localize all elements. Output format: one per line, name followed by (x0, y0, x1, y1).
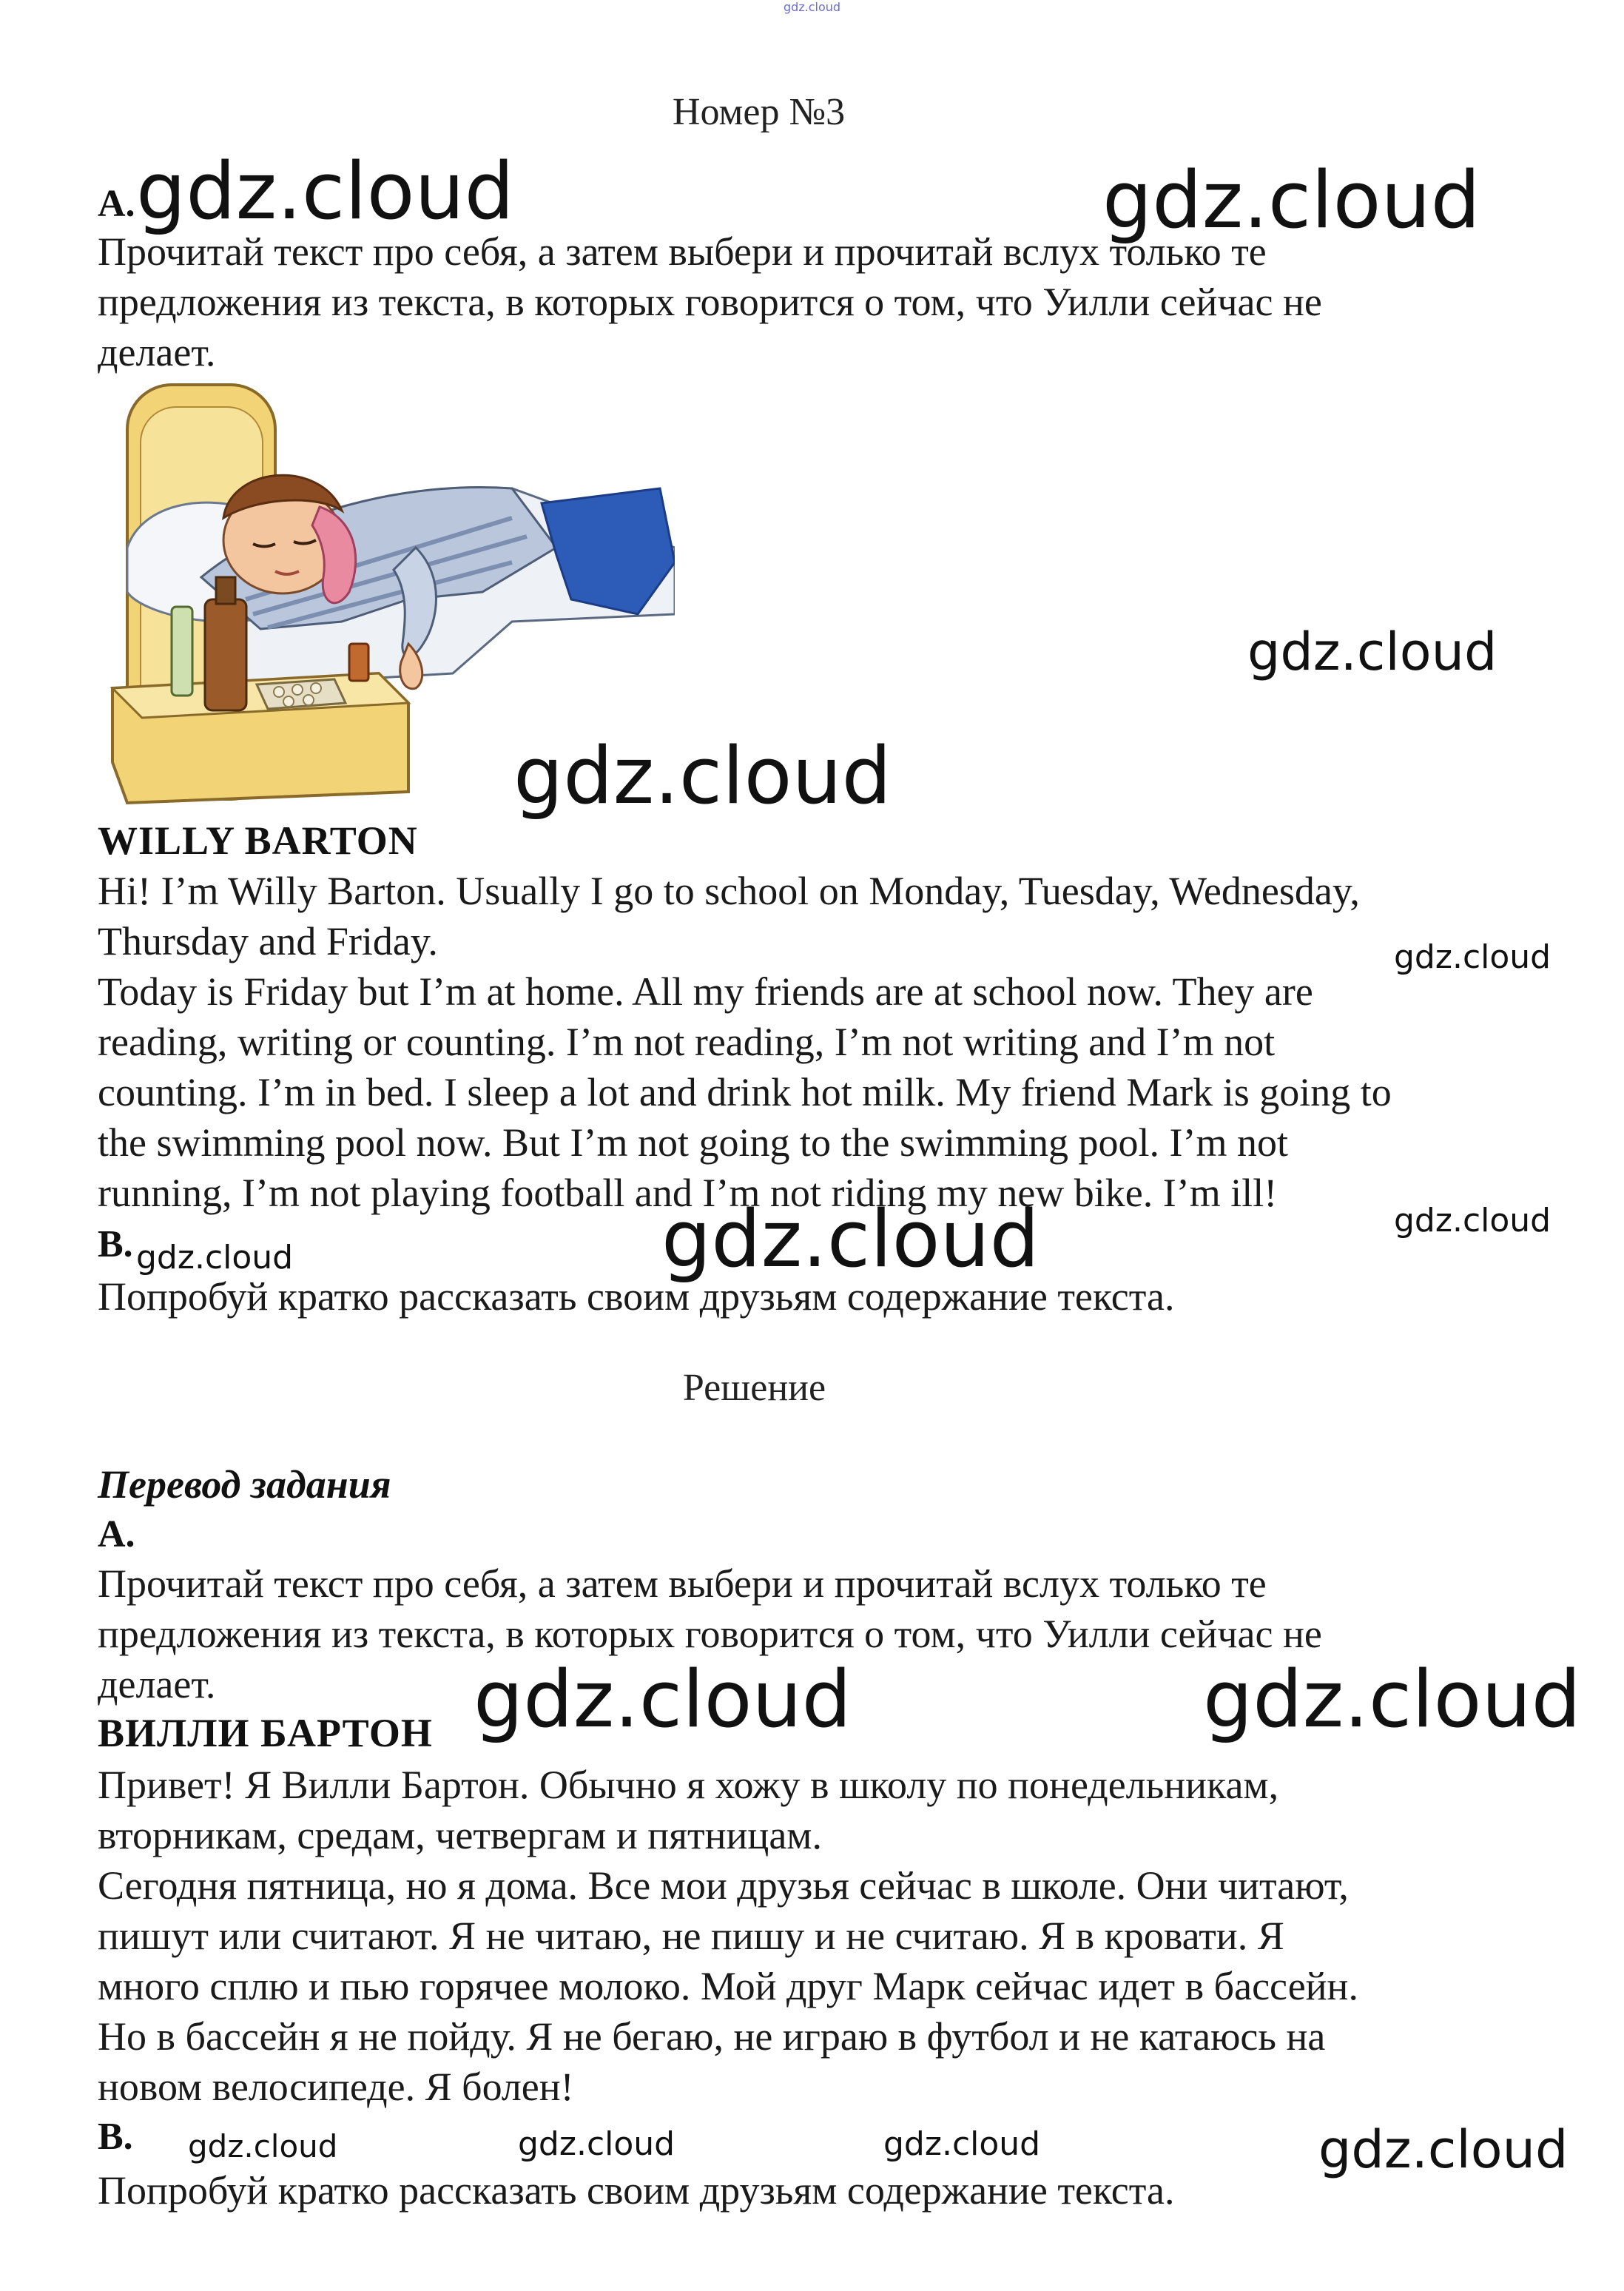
story-line-6: the swimming pool now. But I’m not going to the swimming pool. I’m not (98, 1120, 1288, 1165)
task-a-label: A. (98, 183, 135, 225)
solution-a-line-3: делает. (98, 1662, 216, 1706)
solution-story-line-5: много сплю и пью горячее молоко. Мой друг Марк сейчас идет в бассейн. (98, 1964, 1358, 2008)
watermark: gdz.cloud (883, 2125, 1041, 2163)
watermark: gdz.cloud (513, 730, 892, 821)
watermark-top: gdz.cloud (783, 0, 841, 14)
solution-story-line-7: новом велосипеде. Я болен! (98, 2065, 574, 2109)
page-title: Номер №3 (672, 91, 846, 133)
task-a-line-3: делает. (98, 330, 216, 374)
watermark: gdz.cloud (1102, 155, 1480, 246)
task-b-line: Попробуй кратко рассказать своим друзьям содержание текста. (98, 1274, 1175, 1319)
solution-story-line-4: пишут или считают. Я не читаю, не пишу и не считаю. Я в кровати. Я (98, 1914, 1284, 1958)
solution-a-line-2: предложения из текста, в которых говорится о том, что Уилли сейчас не (98, 1612, 1322, 1656)
solution-story-line-3: Сегодня пятница, но я дома. Все мои друзья сейчас в школе. Они читают, (98, 1863, 1349, 1908)
story-line-1: Hi! I’m Willy Barton. Usually I go to school on Monday, Tuesday, Wednesday, (98, 869, 1360, 913)
story-line-3: Today is Friday but I’m at home. All my friends are at school now. They are (98, 969, 1313, 1014)
watermark: gdz.cloud (136, 146, 514, 237)
task-b-label: B. (98, 1223, 133, 1265)
watermark: gdz.cloud (188, 2128, 338, 2164)
watermark: gdz.cloud (1394, 938, 1551, 976)
story-title: WILLY BARTON (98, 818, 418, 863)
story-line-5: counting. I’m in bed. I sleep a lot and drink hot milk. My friend Mark is going to (98, 1070, 1392, 1114)
solution-heading: Решение (682, 1367, 826, 1409)
watermark: gdz.cloud (474, 1654, 852, 1745)
watermark: gdz.cloud (136, 1239, 294, 1276)
solution-story-line-1: Привет! Я Вилли Бартон. Обычно я хожу в школу по понедельникам, (98, 1763, 1279, 1807)
watermark: gdz.cloud (518, 2125, 675, 2163)
task-a-line-2: предложения из текста, в которых говорится о том, что Уилли сейчас не (98, 280, 1322, 324)
translation-heading: Перевод задания (98, 1462, 391, 1507)
solution-a-line-1: Прочитай текст про себя, а затем выбери и прочитай вслух только те (98, 1561, 1267, 1606)
watermark: gdz.cloud (661, 1194, 1040, 1285)
solution-story-line-6: Но в бассейн я не пойду. Я не бегаю, не играю в футбол и не катаюсь на (98, 2014, 1326, 2059)
watermark: gdz.cloud (1394, 1202, 1551, 1239)
solution-a-label: A. (98, 1513, 135, 1555)
watermark: gdz.cloud (1318, 2119, 1569, 2180)
story-line-2: Thursday and Friday. (98, 919, 438, 963)
solution-story-title: ВИЛЛИ БАРТОН (98, 1711, 433, 1755)
solution-b-label: B. (98, 2116, 133, 2158)
watermark: gdz.cloud (1203, 1654, 1581, 1745)
solution-b-line: Попробуй кратко рассказать своим друзьям содержание текста. (98, 2168, 1175, 2213)
solution-story-line-2: вторникам, средам, четвергам и пятницам. (98, 1813, 822, 1857)
watermark: gdz.cloud (1247, 622, 1497, 682)
story-line-7: running, I’m not playing football and I’m not riding my new bike. I’m ill! (98, 1171, 1278, 1215)
story-line-4: reading, writing or counting. I’m not reading, I’m not writing and I’m not (98, 1020, 1276, 1064)
task-a-line-1: Прочитай текст про себя, а затем выбери и прочитай вслух только те (98, 229, 1267, 274)
